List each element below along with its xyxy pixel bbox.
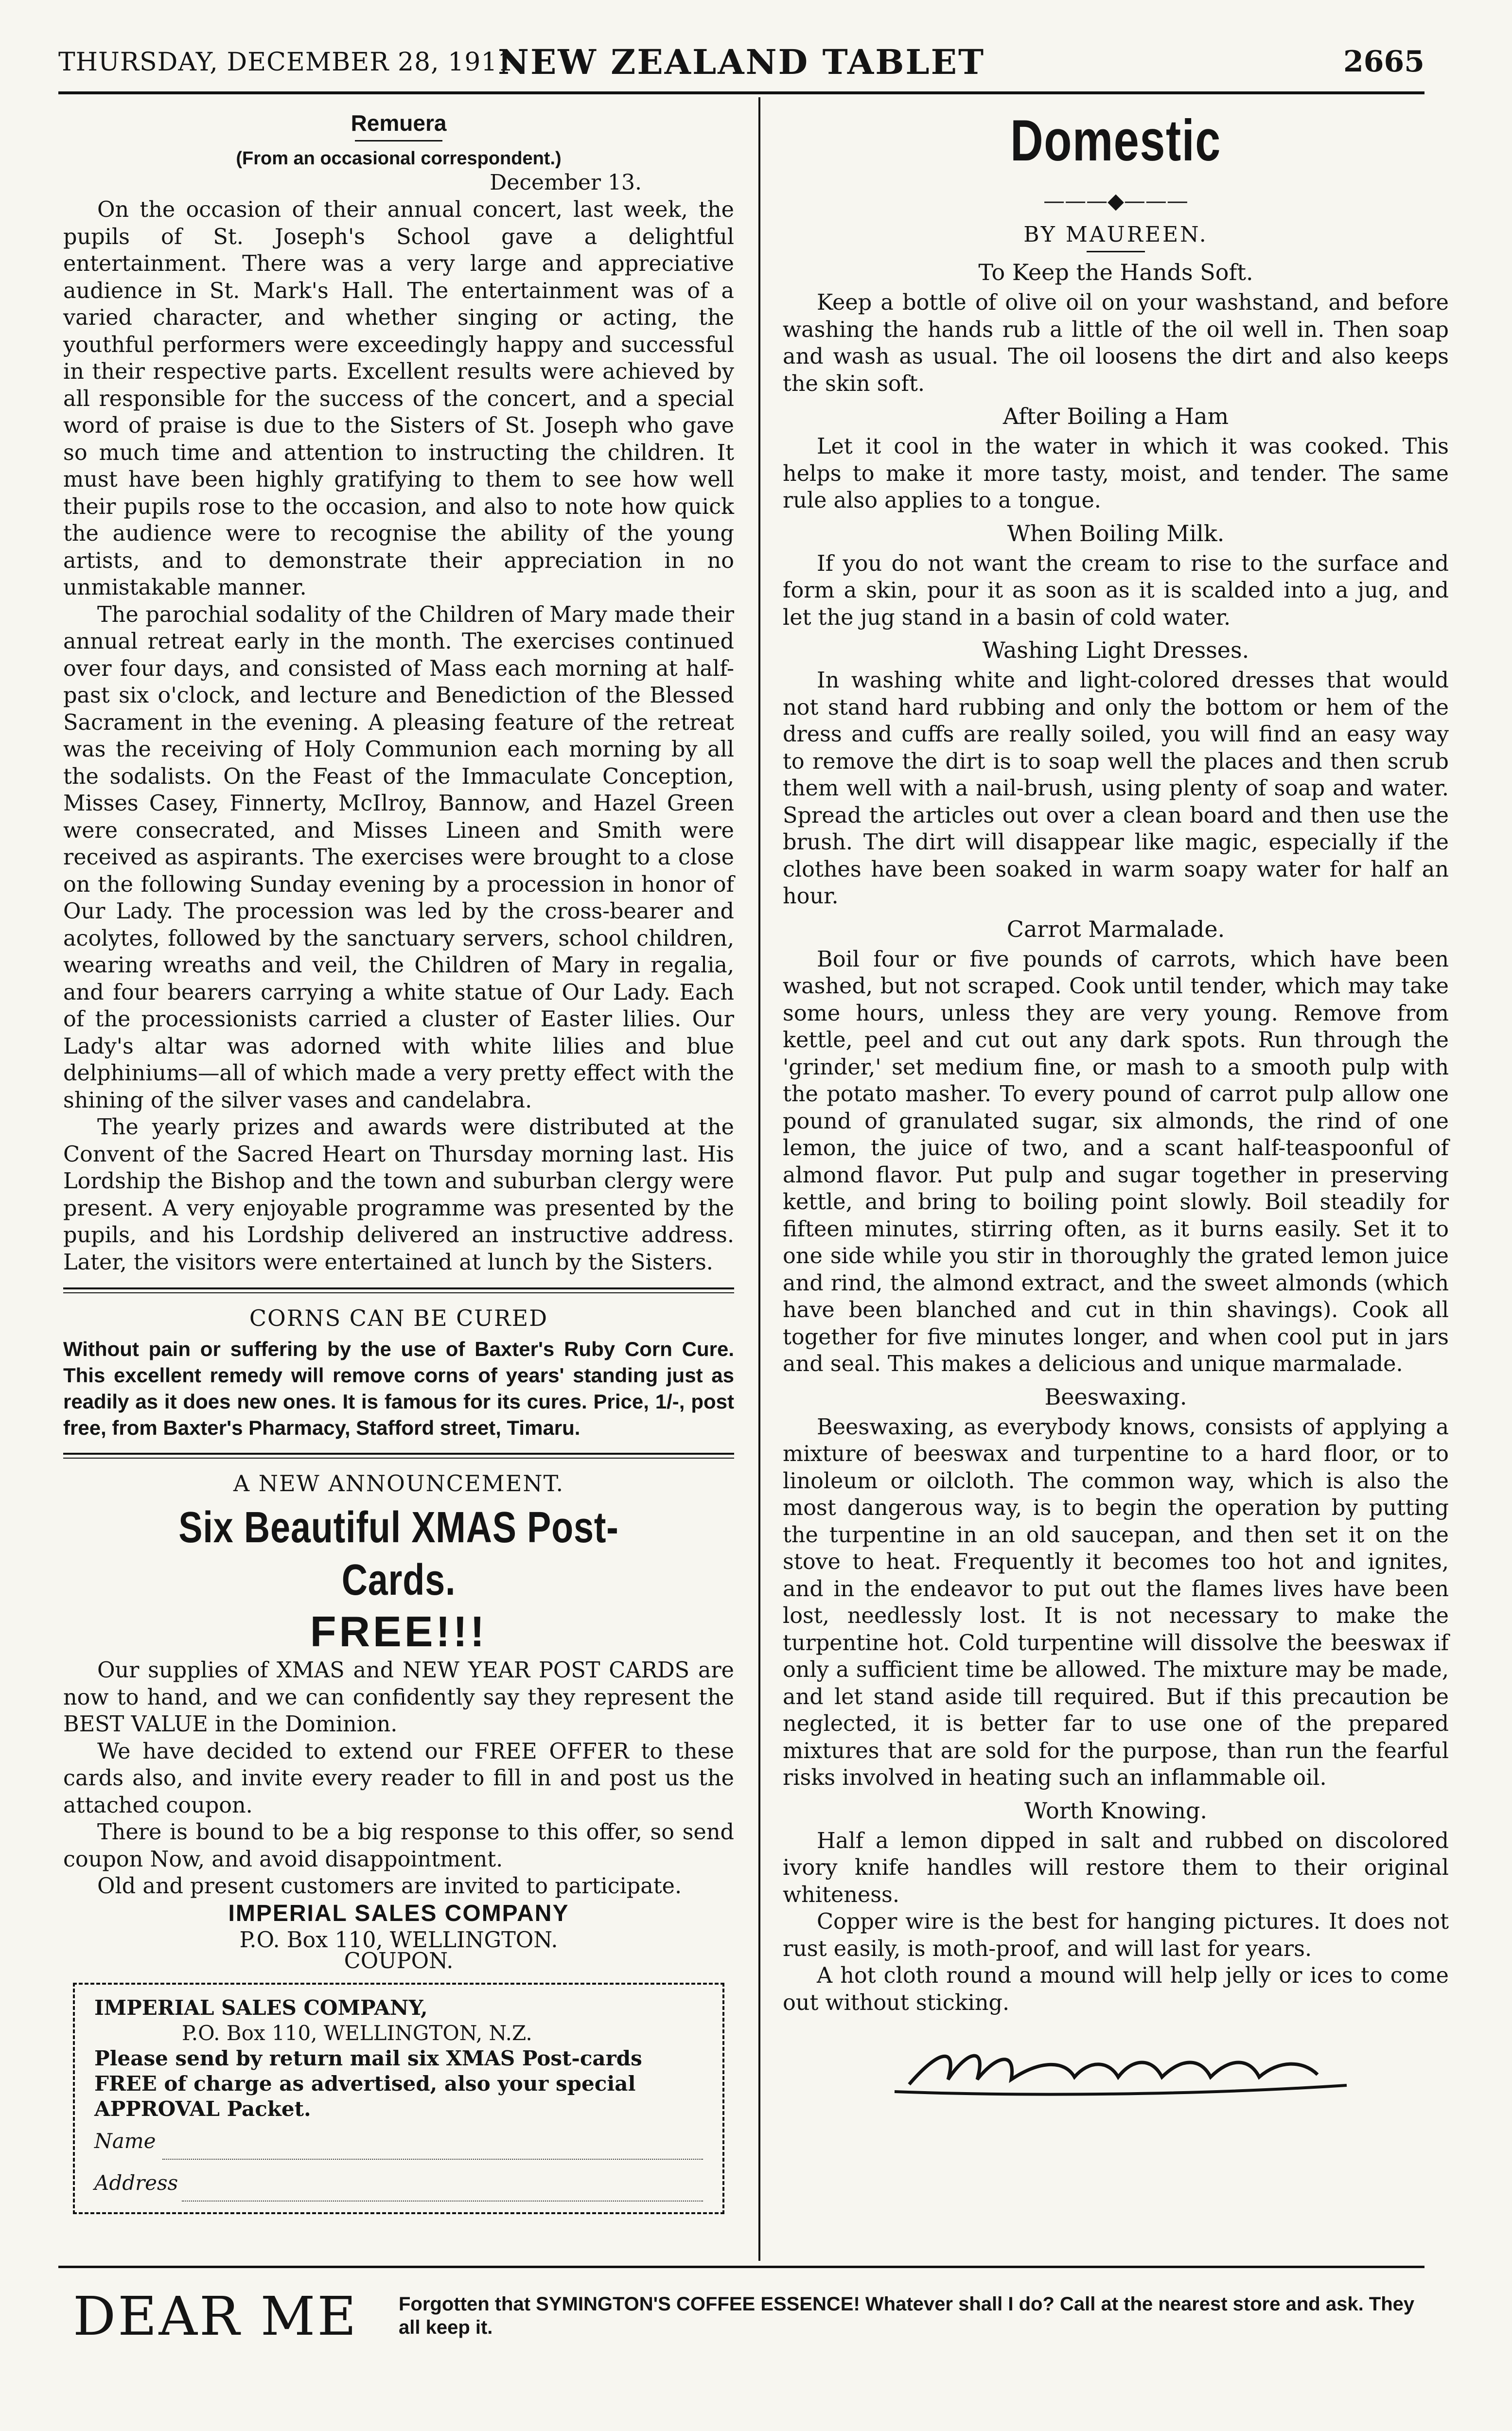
section-text: Boil four or five pounds of carrots, which have been washed, but not scraped. Cook until tender, which may take some hours, unless they are very young. Remove from kettle, peel and cut out any dark spots. Run through the 'grinder,' set medium fine, or mash to a smooth pulp with the potato masher. To every pound of carrot pulp allow one pound of granulated sugar, six almonds, the rind of one lemon, the juice of two, and a scant half-teaspoonful of almond flavor. Put pulp and sugar together in preserving kettle, and bring to boiling point slowly. Boil steadily for fifteen minutes, stirring often, as it burns easily. Set it to one side while you stir in thoroughly the grated lemon juice and rind, the almond extract, and the sweet almonds (which have been blanched and cut in thin shavings). Cook all together for five minutes longer, and when cool put in jars and seal. This makes a delicious and unique marmalade. — [783, 947, 1449, 1376]
coupon-name-label: Name — [94, 2129, 156, 2153]
ad-paragraph: Our supplies of XMAS and NEW YEAR POST CARDS are now to hand, and we can confidently say they represent the BEST VALUE in the Dominion. — [63, 1658, 734, 1737]
ad-paragraph: There is bound to be a big response to this offer, so send coupon Now, and avoid disappointment. — [63, 1820, 734, 1872]
footer-dear-me: DEAR ME — [73, 2285, 358, 2347]
byline: BY MAUREEN. — [1023, 222, 1208, 247]
right-column — [783, 97, 1449, 2106]
worth-paragraph: A hot cloth round a mound will help jelly or ices to come out without sticking. — [783, 1963, 1449, 2015]
section-heading: When Boiling Milk. — [1007, 520, 1225, 546]
name-field[interactable] — [162, 2139, 703, 2160]
section-text: In washing white and light-colored dresses that would not stand hard rubbing and only the bottom or hem of the dress and cuffs are really soiled, you will find an easy way to remove the dirt is to soap well the places and then scrub them well with a nail-brush, using plenty of soap and water. Spread the articles out over a clean board and then use the brush. The dirt will disappear like magic, especially if the clothes have been soaked in warm soapy water for half an hour. — [783, 668, 1449, 909]
title-rule — [355, 140, 442, 141]
left-column — [63, 97, 734, 2214]
section-rule — [63, 1453, 734, 1459]
footer-ad-text: Forgotten that SYMINGTON'S COFFEE ESSENCE! Whatever shall I do? Call at the nearest store and ask. They all keep it. — [399, 2293, 1415, 2338]
article-dateline: December 13. — [490, 170, 642, 195]
issue-date: THURSDAY, DECEMBER 28, 1911. — [58, 48, 523, 77]
coupon-address: P.O. Box 110, WELLINGTON, N.Z. — [182, 2021, 532, 2045]
section-rule — [63, 1287, 734, 1293]
domestic-title: Domestic — [1010, 108, 1221, 173]
worth-paragraph: Copper wire is the best for hanging pictures. It does not rust easily, is moth-proof, and will last for years. — [783, 1909, 1449, 1961]
maureen-signature — [880, 2031, 1366, 2104]
coupon-address-label: Address — [94, 2170, 178, 2195]
page-header — [58, 39, 1424, 88]
coupon-label: COUPON. — [344, 1949, 454, 1973]
section-heading: Beeswaxing. — [1044, 1383, 1187, 1410]
company-po: P.O. Box 110, WELLINGTON. — [239, 1927, 558, 1953]
header-rule — [58, 91, 1424, 94]
coupon-company: IMPERIAL SALES COMPANY, — [94, 1995, 428, 2020]
worth-heading: Worth Knowing. — [1024, 1797, 1208, 1824]
ad-paragraph: Old and present customers are invited to participate. — [97, 1874, 682, 1899]
section-heading: Carrot Marmalade. — [1006, 916, 1225, 942]
section-heading: To Keep the Hands Soft. — [978, 259, 1253, 285]
article-title: Remuera — [351, 110, 447, 136]
masthead-title: NEW ZEALAND TABLET — [497, 42, 985, 82]
footer-rule — [58, 2266, 1424, 2268]
worth-paragraph: Half a lemon dipped in salt and rubbed on discolored ivory knife handles will restore them to their original whiteness. — [783, 1828, 1449, 1907]
coupon-text: Please send by return mail six XMAS Post-cards FREE of charge as advertised, also your special APPROVAL Packet. — [94, 2046, 642, 2121]
ad-free: FREE!!! — [310, 1607, 488, 1656]
section-text: Let it cool in the water in which it was cooked. This helps to make it more tasty, moist, and tender. The same rule also applies to a tongue. — [783, 434, 1449, 513]
company-name: IMPERIAL SALES COMPANY — [228, 1900, 569, 1926]
article-paragraph: On the occasion of their annual concert, last week, the pupils of St. Joseph's School gave a delightful entertainment. There was a very large and appreciative audience in St. Mark's Hall. The entertainment was of a varied character, and whether singing or acting, the youthful performers were exceedingly happy and successful in their respective parts. Excellent results were achieved by all responsible for the success of the concert, and a special word of praise is due to the Sisters of St. Joseph who gave so much time and attention to instructing the children. It must have been highly gratifying to them to see how well their pupils rose to the occasion, and also to note how quick the audience were to recognise the ability of the young artists, and to demonstrate their appreciation in no unmistakable manner. — [63, 197, 734, 600]
coupon-box — [73, 1983, 724, 2214]
section-text: Keep a bottle of olive oil on your washstand, and before washing the hands rub a little of the oil well in. Then soap and wash as usual. The oil loosens the dirt and also keeps the skin soft. — [783, 290, 1449, 396]
article-paragraph: The parochial sodality of the Children of Mary made their annual retreat early in the month. The exercises continued over four days, and consisted of Mass each morning at half-past six o'clock, and lecture and Benediction of the Blessed Sacrament in the evening. A pleasing feature of the retreat was the receiving of Holy Communion each morning by all the sodalists. On the Feast of the Immaculate Conception, Misses Casey, Finnerty, McIlroy, Bannow, and Hazel Green were consecrated, and Misses Lineen and Smith were received as aspirants. The exercises were brought to a close on the following Sunday evening by a procession in honor of Our Lady. The procession was led by the cross-bearer and acolytes, followed by the sanctuary servers, school children, wearing wreaths and veil, the Children of Mary in regalia, and four bearers carrying a white statue of Our Lady. Each of the processionists carried a cluster of Easter lilies. Our Lady's altar was adorned with white lilies and blue delphiniums—all of which made a very pretty effect with the shining of the silver vases and candelabra. — [63, 602, 734, 1113]
column-divider — [758, 97, 760, 2261]
announcement-heading: A NEW ANNOUNCEMENT. — [233, 1470, 564, 1497]
corns-heading: CORNS CAN BE CURED — [249, 1305, 548, 1331]
page-number: 2665 — [1343, 45, 1424, 79]
address-field[interactable] — [182, 2181, 703, 2202]
section-text: Beeswaxing, as everybody knows, consists of applying a mixture of beeswax and turpentine to a hard floor, or to linoleum or oilcloth. The common way, which is also the most dangerous way, is to begin the operation by putting the turpentine in an old saucepan, and then set it on the stove to heat. Frequently it becomes too hot and ignites, and in the endeavor to put out the flames lives have been lost, needlessly lost. It is not necessary to make the turpentine hot. Cold turpentine will dissolve the beeswax if only a sufficient time be allowed. The mixture may be made, and let stand aside till required. But if this precaution be neglected, it is better far to use one of the prepared mixtures that are sold for the purpose, than run the fearful risks involved in heating such an inflammable oil. — [783, 1414, 1449, 1790]
article-subtitle: (From an occasional correspondent.) — [236, 148, 562, 169]
article-paragraph: The yearly prizes and awards were distributed at the Convent of the Sacred Heart on Thursday morning last. His Lordship the Bishop and the town and suburban clergy were present. A very enjoyable programme was presented by the pupils, and his Lordship delivered an instructive address. Later, the visitors were entertained at lunch by the Sisters. — [63, 1115, 734, 1275]
byline-rule — [1087, 251, 1145, 252]
ad-paragraph: We have decided to extend our FREE OFFER to these cards also, and invite every reader to fill in and post us the attached coupon. — [63, 1739, 734, 1818]
section-heading: After Boiling a Ham — [1002, 403, 1229, 429]
corns-ad — [63, 1336, 734, 1441]
ad-title: Six Beautiful XMAS Post-Cards. — [178, 1503, 619, 1604]
ornament-divider: ———◆——— — [1043, 189, 1188, 213]
corns-text: Without pain or suffering by the use of Baxter's Ruby Corn Cure. This excellent remedy will remove corns of years' standing just as readily as it does new ones. It is famous for its cures. Price, 1/-, post free, from Baxter's Pharmacy, Stafford street, Timaru. — [63, 1338, 734, 1439]
section-heading: Washing Light Dresses. — [982, 637, 1249, 663]
section-text: If you do not want the cream to rise to the surface and form a skin, pour it as soon as it is scalded into a jug, and let the jug stand in a basin of cold water. — [783, 551, 1449, 630]
